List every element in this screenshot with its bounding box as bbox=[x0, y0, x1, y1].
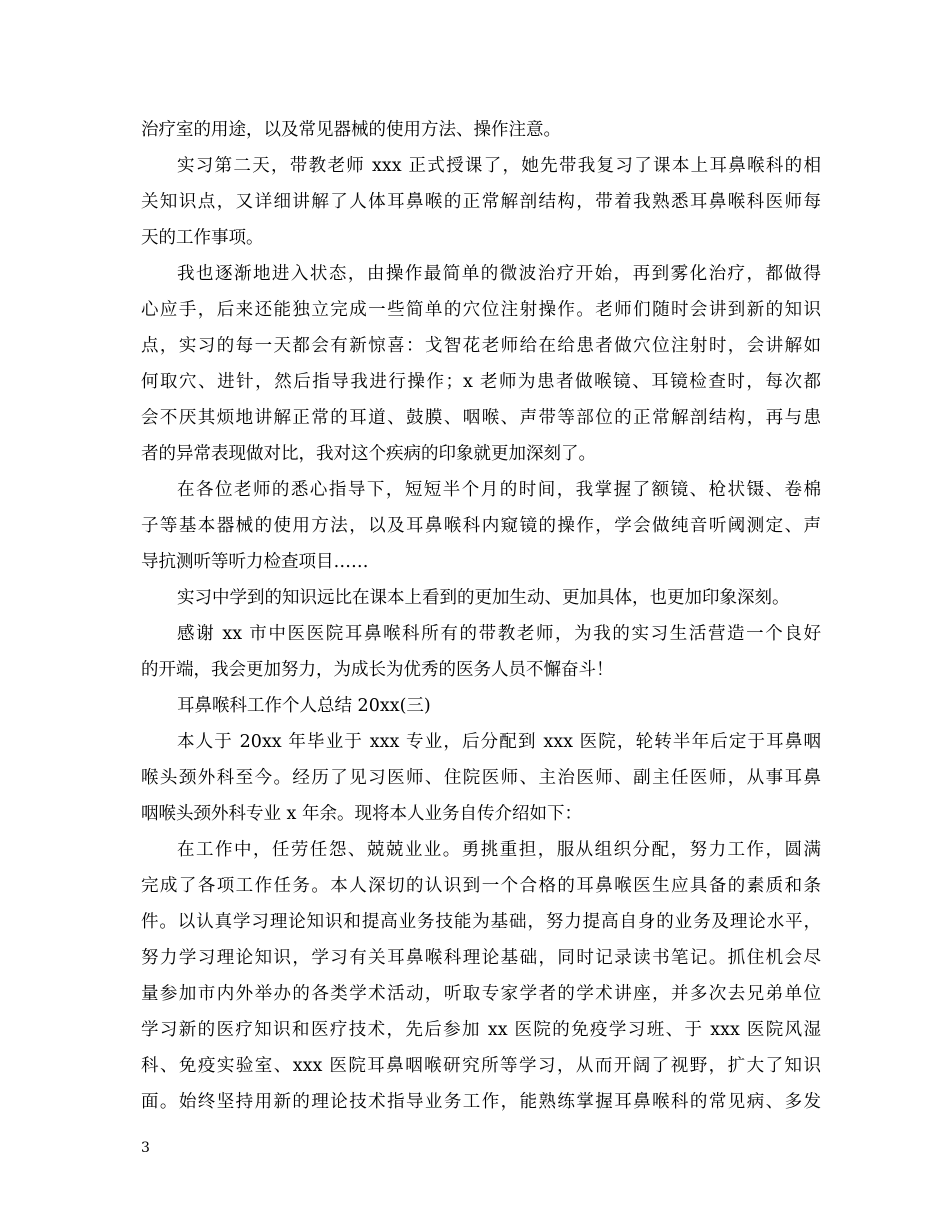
text-line: 件。以认真学习理论知识和提高业务技能为基础，努力提高自身的业务及理论水平， bbox=[141, 912, 821, 932]
text-line: 天的工作事项。 bbox=[141, 228, 264, 248]
text-line: 何取穴、进针，然后指导我进行操作；x 老师为患者做喉镜、耳镜检查时，每次都 bbox=[141, 372, 821, 392]
paragraph-first-line: 在各位老师的悉心指导下，短短半个月的时间，我掌握了额镜、枪状镊、卷棉 bbox=[177, 480, 821, 500]
text-line: 点，实习的每一天都会有新惊喜：戈智花老师给在给患者做穴位注射时，会讲解如 bbox=[141, 336, 821, 356]
text-line: 会不厌其烦地讲解正常的耳道、鼓膜、咽喉、声带等部位的正常解剖结构，再与患 bbox=[141, 408, 821, 428]
section-heading: 耳鼻喉科工作个人总结 20xx(三) bbox=[177, 696, 431, 716]
text-line: 咽喉头颈外科专业 x 年余。现将本人业务自传介绍如下： bbox=[141, 804, 582, 824]
text-line: 喉头颈外科至今。经历了见习医师、住院医师、主治医师、副主任医师，从事耳鼻 bbox=[141, 768, 821, 788]
text-line: 治疗室的用途，以及常见器械的使用方法、操作注意。 bbox=[141, 120, 561, 140]
paragraph-first-line: 我也逐渐地进入状态，由操作最简单的微波治疗开始，再到雾化治疗，都做得 bbox=[177, 264, 821, 284]
text-line: 心应手，后来还能独立完成一些简单的穴位注射操作。老师们随时会讲到新的知识 bbox=[141, 300, 821, 320]
text-line: 的开端，我会更加努力，为成长为优秀的医务人员不懈奋斗！ bbox=[141, 660, 614, 680]
text-line: 关知识点，又详细讲解了人体耳鼻喉的正常解剖结构，带着我熟悉耳鼻喉科医师每 bbox=[141, 192, 821, 212]
text-line: 者的异常表现做对比，我对这个疾病的印象就更加深刻了。 bbox=[141, 444, 596, 464]
paragraph-first-line: 实习第二天，带教老师 xxx 正式授课了，她先带我复习了课本上耳鼻喉科的相 bbox=[177, 156, 821, 176]
text-line: 努力学习理论知识，学习有关耳鼻喉科理论基础，同时记录读书笔记。抓住机会尽 bbox=[141, 948, 821, 968]
text-line: 子等基本器械的使用方法，以及耳鼻喉科内窥镜的操作，学会做纯音听阈测定、声 bbox=[141, 516, 821, 536]
text-line: 科、免疫实验室、xxx 医院耳鼻咽喉研究所等学习，从而开阔了视野，扩大了知识 bbox=[141, 1056, 821, 1076]
text-line: 学习新的医疗知识和医疗技术，先后参加 xx 医院的免疫学习班、于 xxx 医院风湿 bbox=[141, 1020, 821, 1040]
paragraph-first-line: 本人于 20xx 年毕业于 xxx 专业，后分配到 xxx 医院，轮转半年后定于耳鼻咽 bbox=[177, 732, 821, 752]
page-number: 3 bbox=[141, 1140, 150, 1156]
paragraph-first-line: 感谢 xx 市中医医院耳鼻喉科所有的带教老师，为我的实习生活营造一个良好 bbox=[177, 624, 821, 644]
text-line: 导抗测听等听力检查项目…… bbox=[141, 552, 369, 572]
text-line: 面。始终坚持用新的理论技术指导业务工作，能熟练掌握耳鼻喉科的常见病、多发 bbox=[141, 1092, 821, 1112]
text-line: 完成了各项工作任务。本人深切的认识到一个合格的耳鼻喉医生应具备的素质和条 bbox=[141, 876, 821, 896]
text-line: 量参加市内外举办的各类学术活动，听取专家学者的学术讲座，并多次去兄弟单位 bbox=[141, 984, 821, 1004]
paragraph-first-line: 实习中学到的知识远比在课本上看到的更加生动、更加具体，也更加印象深刻。 bbox=[177, 588, 790, 608]
paragraph-first-line: 在工作中，任劳任怨、兢兢业业。勇挑重担，服从组织分配，努力工作，圆满 bbox=[177, 840, 821, 860]
